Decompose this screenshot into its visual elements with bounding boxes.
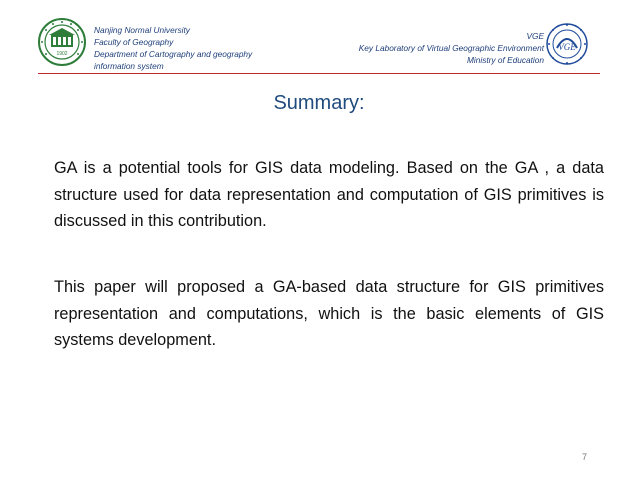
- department-name: Department of Cartography and geography: [94, 49, 253, 59]
- vge-logo-icon: [545, 20, 589, 70]
- slide-title: Summary:: [273, 92, 365, 114]
- summary-paragraph-1: GA is a potential tools for GIS data modeling. Based on the GA , a data structure used for data representation and computation of GIS primitives is discussed in this contribution.: [54, 159, 604, 230]
- faculty-name: Faculty of Geography: [94, 37, 174, 47]
- department-name-cont: information system: [94, 61, 164, 71]
- lab-block: [359, 30, 544, 66]
- svg-text:1902: 1902: [56, 51, 68, 57]
- page-number: 7: [582, 452, 588, 462]
- svg-text:VGE: VGE: [558, 42, 576, 52]
- header-divider: [38, 73, 600, 74]
- lab-abbrev: VGE: [526, 31, 544, 41]
- ministry-name: Ministry of Education: [466, 55, 544, 65]
- lab-name: Key Laboratory of Virtual Geographic Environment: [358, 43, 544, 53]
- nnu-logo-icon: [38, 18, 86, 66]
- institution-block: [94, 24, 252, 72]
- university-name: Nanjing Normal University: [94, 25, 190, 35]
- summary-paragraph-2: This paper will proposed a GA-based data structure for GIS primitives representation and computations, which is the basic elements of GIS systems development.: [54, 278, 604, 349]
